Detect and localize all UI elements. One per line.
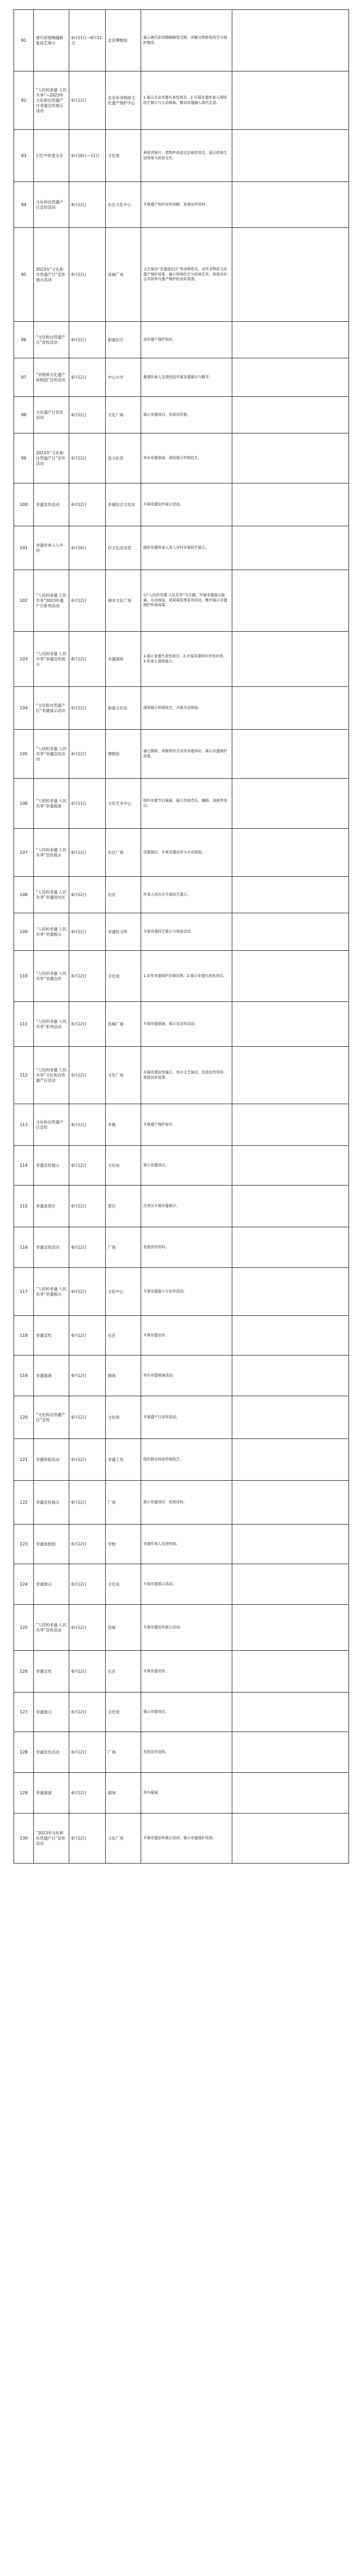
- activity-date: 6月12日: [69, 228, 106, 322]
- activity-name: 非遗宣传展示: [34, 1146, 69, 1186]
- table-row: [14, 1692, 349, 1732]
- activity-place: 村文化活动室: [106, 526, 141, 570]
- activity-content: 开展非遗宣传展示活动，展示非遗保护成果。: [141, 1813, 232, 1864]
- table-row: [14, 1104, 349, 1146]
- activity-content: 开展非遗展演、展示及宣传活动。: [141, 1002, 232, 1047]
- activity-date: 6月12日: [69, 397, 106, 433]
- activity-content: 1.宣传非遗保护法律法规。2.展示非遗代表性项目。: [141, 951, 232, 1002]
- activity-content: 开展非遗展示活动。: [141, 1564, 232, 1605]
- activity-content: 展示唐代彩绘陶俑修复过程，讲解文物修复技艺与保护理念。: [141, 10, 232, 71]
- activity-name: “人民的非遗 人民共享”非遗展示: [34, 1268, 69, 1316]
- blank-cell: [232, 1813, 349, 1864]
- activity-content: 开展非遗展示与宣传活动。: [141, 1268, 232, 1316]
- blank-cell: [232, 433, 349, 483]
- activity-name: 非遗展演: [34, 1356, 69, 1396]
- activity-content: 举办展演。: [141, 1773, 232, 1813]
- activity-name: “人民的非遗 人民共享”非遗宣传展示: [34, 632, 69, 687]
- activity-content: 开展非遗宣传展示活动。: [141, 483, 232, 526]
- activity-content: 展示非遗项目。: [141, 1146, 232, 1186]
- row-number: 117: [14, 1268, 34, 1316]
- activity-name: “人民的非遗 人民共享”文化和自然遗产日活动: [34, 1047, 69, 1104]
- table-row: [14, 1439, 349, 1481]
- activity-name: 非遗进景区: [34, 1186, 69, 1227]
- activity-content: 传承人进社区开展技艺展示。: [141, 877, 232, 913]
- table-row: [14, 1356, 349, 1396]
- activity-content: 在景区开展非遗展示。: [141, 1186, 232, 1227]
- activity-date: 6月12日: [69, 1732, 106, 1773]
- table-row: [14, 1525, 349, 1564]
- activity-place: 广场: [106, 1732, 141, 1773]
- activity-table: [14, 9, 349, 1864]
- activity-date: 6月12日: [69, 1605, 106, 1651]
- table-row: [14, 730, 349, 779]
- row-number: 103: [14, 632, 34, 687]
- activity-content: 设置展位，开展非遗宣传与互动体验。: [141, 829, 232, 877]
- activity-content: 组织非遗节目展演，展示传统音乐、舞蹈、戏曲等项目。: [141, 779, 232, 829]
- activity-place: 文化馆: [106, 1692, 141, 1732]
- table-row: [14, 1146, 349, 1186]
- blank-cell: [232, 358, 349, 397]
- activity-name: “非物质文化遗产进校园”宣传活动: [34, 358, 69, 397]
- activity-place: 广场: [106, 1227, 141, 1268]
- activity-place: 县城: [106, 1605, 141, 1651]
- activity-name: “文化和自然遗产日”宣传: [34, 1396, 69, 1439]
- blank-cell: [232, 779, 349, 829]
- activity-date: 6月12日: [69, 182, 106, 228]
- row-number: 91: [14, 10, 34, 71]
- activity-name: 非遗宣传: [34, 1651, 69, 1692]
- activity-content: 开展非遗宣传。: [141, 1651, 232, 1692]
- activity-content: 宣传遗产保护知识。: [141, 322, 232, 358]
- activity-place: 社区: [106, 877, 141, 913]
- activity-place: 城市文化广场: [106, 570, 141, 632]
- activity-content: 举办非遗展演活动。: [141, 1356, 232, 1396]
- row-number: 95: [14, 228, 34, 322]
- table-row: [14, 1813, 349, 1864]
- row-number: 125: [14, 1605, 34, 1651]
- activity-name: “文化和自然遗产日”宣传活动: [34, 322, 69, 358]
- blank-cell: [232, 1525, 349, 1564]
- blank-cell: [232, 1227, 349, 1268]
- activity-place: 博物馆: [106, 730, 141, 779]
- blank-cell: [232, 877, 349, 913]
- activity-name: 非遗传承人入乡村: [34, 526, 69, 570]
- activity-name: “人民的非遗 人民共享”非遗展演: [34, 779, 69, 829]
- row-number: 123: [14, 1525, 34, 1564]
- activity-date: 6月12日: [69, 1813, 106, 1864]
- blank-cell: [232, 397, 349, 433]
- activity-name: “2023年文化和自然遗产日”宣传活动: [34, 1813, 69, 1864]
- row-number: 113: [14, 1104, 34, 1146]
- activity-place: 乡镇: [106, 1104, 141, 1146]
- table-row: [14, 1186, 349, 1227]
- table-row: [14, 632, 349, 687]
- row-number: 122: [14, 1481, 34, 1525]
- activity-place: 街道社区: [106, 322, 141, 358]
- activity-date: 6月12日: [69, 877, 106, 913]
- activity-place: 非遗传习所: [106, 913, 141, 951]
- activity-name: 2023年“文化和自然遗产日”宣传活动: [34, 433, 69, 483]
- row-number: 94: [14, 182, 34, 228]
- row-number: 102: [14, 570, 34, 632]
- activity-place: 非遗工坊: [106, 1439, 141, 1481]
- activity-content: 开展遗产保护宣传。: [141, 1104, 232, 1146]
- activity-content: 开展非遗宣传展示活动。: [141, 1605, 232, 1651]
- row-number: 101: [14, 526, 34, 570]
- blank-cell: [232, 1356, 349, 1396]
- activity-place: 景区: [106, 1186, 141, 1227]
- activity-date: 6月12日: [69, 71, 106, 130]
- activity-name: 文化和自然遗产日宣传: [34, 1104, 69, 1146]
- table-row: [14, 1047, 349, 1104]
- table-row: [14, 687, 349, 730]
- activity-place: 文化中心: [106, 1268, 141, 1316]
- row-number: 121: [14, 1439, 34, 1481]
- activity-date: 6月12日: [69, 1227, 106, 1268]
- blank-cell: [232, 913, 349, 951]
- activity-name: “人民的非遗 人民共享”非遗展示: [34, 913, 69, 951]
- table-row: [14, 1481, 349, 1525]
- activity-place: 文化广场: [106, 1813, 141, 1864]
- activity-name: 记忆中的老北京: [34, 130, 69, 182]
- activity-content: 以“人民的非遗 人民共享”为主题，开展非遗展示展演、互动体验、成果展览等系列活动，集中展示非遗保护传承成果。: [141, 570, 232, 632]
- activity-date: 6月12日: [69, 1146, 106, 1186]
- blank-cell: [232, 71, 349, 130]
- activity-place: 中心小学: [106, 358, 141, 397]
- activity-place: 学校: [106, 1525, 141, 1564]
- activity-content: 开展非遗宣传展示，举办文艺演出，发放宣传资料，营造良好氛围。: [141, 1047, 232, 1104]
- row-number: 127: [14, 1692, 34, 1732]
- activity-date: 6月12日: [69, 1104, 106, 1146]
- activity-name: 文化和自然遗产日宣传活动: [34, 182, 69, 228]
- activity-place: 乡镇综合文化站: [106, 483, 141, 526]
- blank-cell: [232, 1481, 349, 1525]
- blank-cell: [232, 1186, 349, 1227]
- activity-place: 北京市非物质文化遗产保护中心: [106, 71, 141, 130]
- activity-name: 非遗宣传活动: [34, 483, 69, 526]
- activity-place: 街道文化站: [106, 687, 141, 730]
- activity-name: 非遗展示: [34, 1692, 69, 1732]
- activity-place: 社区广场: [106, 829, 141, 877]
- row-number: 114: [14, 1146, 34, 1186]
- activity-date: 6月12日: [69, 570, 106, 632]
- blank-cell: [232, 1002, 349, 1047]
- blank-cell: [232, 1439, 349, 1481]
- blank-cell: [232, 632, 349, 687]
- activity-content: 1.展示非遗代表性项目。2.开展非遗知识有奖问答。3.传承人现场展示。: [141, 632, 232, 687]
- activity-date: 6月12日: [69, 358, 106, 397]
- activity-date: 6月11日: [69, 779, 106, 829]
- activity-place: 北京博物馆: [106, 10, 141, 71]
- blank-cell: [232, 182, 349, 228]
- row-number: 100: [14, 483, 34, 526]
- table-row: [14, 10, 349, 71]
- activity-content: 开展遗产日宣传活动。: [141, 1396, 232, 1439]
- activity-content: 利用老照片、老物件讲述北京城市变迁，展示传统生活场景与民俗文化。: [141, 130, 232, 182]
- activity-place: 社区: [106, 1651, 141, 1692]
- activity-name: “人民的非遗 人民共享”系列活动: [34, 1002, 69, 1047]
- activity-date: 6月12日: [69, 687, 106, 730]
- activity-date: 6月12日: [69, 951, 106, 1002]
- table-row: [14, 829, 349, 877]
- table-row: [14, 1316, 349, 1356]
- table-row: [14, 1651, 349, 1692]
- activity-date: 6月12日: [69, 433, 106, 483]
- activity-date: 6月12日: [69, 1356, 106, 1396]
- activity-date: 6月12日: [69, 1186, 106, 1227]
- blank-cell: [232, 526, 349, 570]
- activity-date: 6月11日—6月12日: [69, 10, 106, 71]
- activity-date: 6月12日: [69, 1268, 106, 1316]
- activity-date: 6月12日: [69, 913, 106, 951]
- activity-content: 发放宣传资料。: [141, 1732, 232, 1773]
- row-number: 118: [14, 1316, 34, 1356]
- row-number: 93: [14, 130, 34, 182]
- row-number: 105: [14, 730, 34, 779]
- row-number: 111: [14, 1002, 34, 1047]
- activity-place: 广场: [106, 1481, 141, 1525]
- activity-date: 6月12日: [69, 1773, 106, 1813]
- document-page: [14, 9, 348, 1864]
- activity-name: “人民的非遗 人民共享”非遗进社区: [34, 877, 69, 913]
- row-number: 128: [14, 1732, 34, 1773]
- activity-place: 社区文化中心: [106, 182, 141, 228]
- blank-cell: [232, 1146, 349, 1186]
- blank-cell: [232, 1651, 349, 1692]
- activity-table-body: [14, 10, 349, 1864]
- row-number: 115: [14, 1186, 34, 1227]
- activity-name: “人民的非遗 人民共享”宣传活动: [34, 1605, 69, 1651]
- blank-cell: [232, 1047, 349, 1104]
- row-number: 108: [14, 877, 34, 913]
- activity-content: 组织群众体验传统技艺。: [141, 1439, 232, 1481]
- row-number: 119: [14, 1356, 34, 1396]
- activity-place: 剧场: [106, 1773, 141, 1813]
- activity-name: “人民的非遗 人民共享”非遗宣传活动: [34, 730, 69, 779]
- activity-content: 通过展板、视频等形式宣传非遗知识，展示非遗保护成果。: [141, 730, 232, 779]
- activity-place: 县城广场: [106, 228, 141, 322]
- blank-cell: [232, 228, 349, 322]
- blank-cell: [232, 1104, 349, 1146]
- activity-place: 县城广场: [106, 1002, 141, 1047]
- activity-place: 文化馆: [106, 130, 141, 182]
- table-row: [14, 1564, 349, 1605]
- activity-content: 非遗传承人走进校园。: [141, 1525, 232, 1564]
- activity-content: 现场展示传统技艺，开展互动体验。: [141, 687, 232, 730]
- table-row: [14, 779, 349, 829]
- activity-date: 6月12日: [69, 1481, 106, 1525]
- blank-cell: [232, 951, 349, 1002]
- blank-cell: [232, 322, 349, 358]
- activity-name: “人民的非遗 人民共享”2023年遗产日系列活动: [34, 570, 69, 632]
- activity-name: “人民的非遗 人民共享”—2023年文化和自然遗产日非遗宣传展示活动: [34, 71, 69, 130]
- row-number: 92: [14, 71, 34, 130]
- activity-content: 发放宣传资料。: [141, 1227, 232, 1268]
- row-number: 96: [14, 322, 34, 358]
- activity-name: 非遗宣传: [34, 1316, 69, 1356]
- table-row: [14, 397, 349, 433]
- row-number: 109: [14, 913, 34, 951]
- row-number: 129: [14, 1773, 34, 1813]
- activity-date: 6月10日—11日: [69, 130, 106, 182]
- blank-cell: [232, 570, 349, 632]
- activity-content: 文艺演出“非遗进社区”等多种形式，宣传非物质文化遗产保护成果，展示传统技艺与民间艺术，营造全社会共同参与遗产保护的良好氛围。: [141, 228, 232, 322]
- table-row: [14, 951, 349, 1002]
- activity-date: 6月12日: [69, 730, 106, 779]
- row-number: 124: [14, 1564, 34, 1605]
- blank-cell: [232, 483, 349, 526]
- activity-date: 6月12日: [69, 829, 106, 877]
- activity-content: 开展非遗宣传。: [141, 1316, 232, 1356]
- row-number: 120: [14, 1396, 34, 1439]
- activity-content: 邀请传承人走进校园开展非遗展示与教学。: [141, 358, 232, 397]
- activity-content: 举办非遗展演，现场展示传统技艺。: [141, 433, 232, 483]
- row-number: 130: [14, 1813, 34, 1864]
- blank-cell: [232, 1605, 349, 1651]
- activity-date: 6月12日: [69, 632, 106, 687]
- activity-date: 6月12日: [69, 322, 106, 358]
- blank-cell: [232, 10, 349, 71]
- table-row: [14, 1732, 349, 1773]
- table-row: [14, 877, 349, 913]
- activity-date: 6月12日: [69, 1396, 106, 1439]
- row-number: 97: [14, 358, 34, 397]
- row-number: 126: [14, 1651, 34, 1692]
- blank-cell: [232, 1692, 349, 1732]
- activity-content: 展示非遗项目。: [141, 1692, 232, 1732]
- activity-content: 开展非遗技艺展示与体验活动。: [141, 913, 232, 951]
- row-number: 110: [14, 951, 34, 1002]
- table-row: [14, 1396, 349, 1439]
- table-row: [14, 1605, 349, 1651]
- table-row: [14, 1773, 349, 1813]
- activity-content: 1.展示北京非遗代表性项目。2.开展非遗传承人现场技艺展示与互动体验，推动非遗融入现代生活。: [141, 71, 232, 130]
- blank-cell: [232, 730, 349, 779]
- activity-place: 县文化馆: [106, 433, 141, 483]
- activity-place: 文化站: [106, 1146, 141, 1186]
- table-row: [14, 182, 349, 228]
- table-row: [14, 483, 349, 526]
- row-number: 98: [14, 397, 34, 433]
- activity-name: 唐代彩绘陶俑修复技艺展示: [34, 10, 69, 71]
- activity-date: 6月12日: [69, 1439, 106, 1481]
- activity-name: 非遗体验活动: [34, 1439, 69, 1481]
- row-number: 106: [14, 779, 34, 829]
- activity-name: 非遗展演: [34, 1773, 69, 1813]
- activity-content: 组织非遗传承人深入乡村开展技艺展示。: [141, 526, 232, 570]
- blank-cell: [232, 1732, 349, 1773]
- table-row: [14, 1002, 349, 1047]
- blank-cell: [232, 1396, 349, 1439]
- activity-place: 文化馆: [106, 1396, 141, 1439]
- row-number: 116: [14, 1227, 34, 1268]
- activity-name: “文化和自然遗产日”非遗展示活动: [34, 687, 69, 730]
- table-row: [14, 130, 349, 182]
- blank-cell: [232, 829, 349, 877]
- activity-date: 6月12日: [69, 1692, 106, 1732]
- activity-place: 社区: [106, 1316, 141, 1356]
- activity-place: 非遗展馆: [106, 632, 141, 687]
- row-number: 107: [14, 829, 34, 877]
- activity-date: 6月12日: [69, 483, 106, 526]
- table-row: [14, 322, 349, 358]
- activity-name: 非遗宣传活动: [34, 1732, 69, 1773]
- activity-date: 6月12日: [69, 1564, 106, 1605]
- row-number: 99: [14, 433, 34, 483]
- blank-cell: [232, 687, 349, 730]
- activity-place: 文化广场: [106, 1047, 141, 1104]
- blank-cell: [232, 130, 349, 182]
- row-number: 112: [14, 1047, 34, 1104]
- activity-name: 非遗宣传活动: [34, 1227, 69, 1268]
- activity-name: 非遗展示: [34, 1564, 69, 1605]
- activity-name: 非遗进校园: [34, 1525, 69, 1564]
- table-row: [14, 358, 349, 397]
- activity-content: 展示非遗项目，发放宣传册。: [141, 397, 232, 433]
- activity-place: 文化站: [106, 1564, 141, 1605]
- activity-name: 文化遗产日宣传活动: [34, 397, 69, 433]
- table-row: [14, 913, 349, 951]
- activity-place: 文化艺术中心: [106, 779, 141, 829]
- activity-date: 6月12日: [69, 1002, 106, 1047]
- activity-date: 6月12日: [69, 1525, 106, 1564]
- table-row: [14, 526, 349, 570]
- table-row: [14, 228, 349, 322]
- table-row: [14, 433, 349, 483]
- activity-date: 6月12日: [69, 1316, 106, 1356]
- table-row: [14, 1227, 349, 1268]
- table-row: [14, 71, 349, 130]
- activity-name: 非遗宣传展示: [34, 1481, 69, 1525]
- activity-date: 6月10日: [69, 526, 106, 570]
- activity-place: 文化馆: [106, 951, 141, 1002]
- activity-place: 文化广场: [106, 397, 141, 433]
- table-row: [14, 1268, 349, 1316]
- table-row: [14, 570, 349, 632]
- activity-content: 展示非遗项目，发放资料。: [141, 1481, 232, 1525]
- blank-cell: [232, 1268, 349, 1316]
- blank-cell: [232, 1773, 349, 1813]
- activity-name: “人民的非遗 人民共享”宣传展示: [34, 829, 69, 877]
- activity-date: 6月12日: [69, 1047, 106, 1104]
- activity-date: 6月12日: [69, 1651, 106, 1692]
- row-number: 104: [14, 687, 34, 730]
- activity-place: 剧场: [106, 1356, 141, 1396]
- activity-content: 开展遗产知识宣传讲解，发放宣传资料。: [141, 182, 232, 228]
- activity-name: 2023年“文化和自然遗产日”宣传展示活动: [34, 228, 69, 322]
- blank-cell: [232, 1564, 349, 1605]
- blank-cell: [232, 1316, 349, 1356]
- activity-name: “人民的非遗 人民共享”非遗宣传: [34, 951, 69, 1002]
